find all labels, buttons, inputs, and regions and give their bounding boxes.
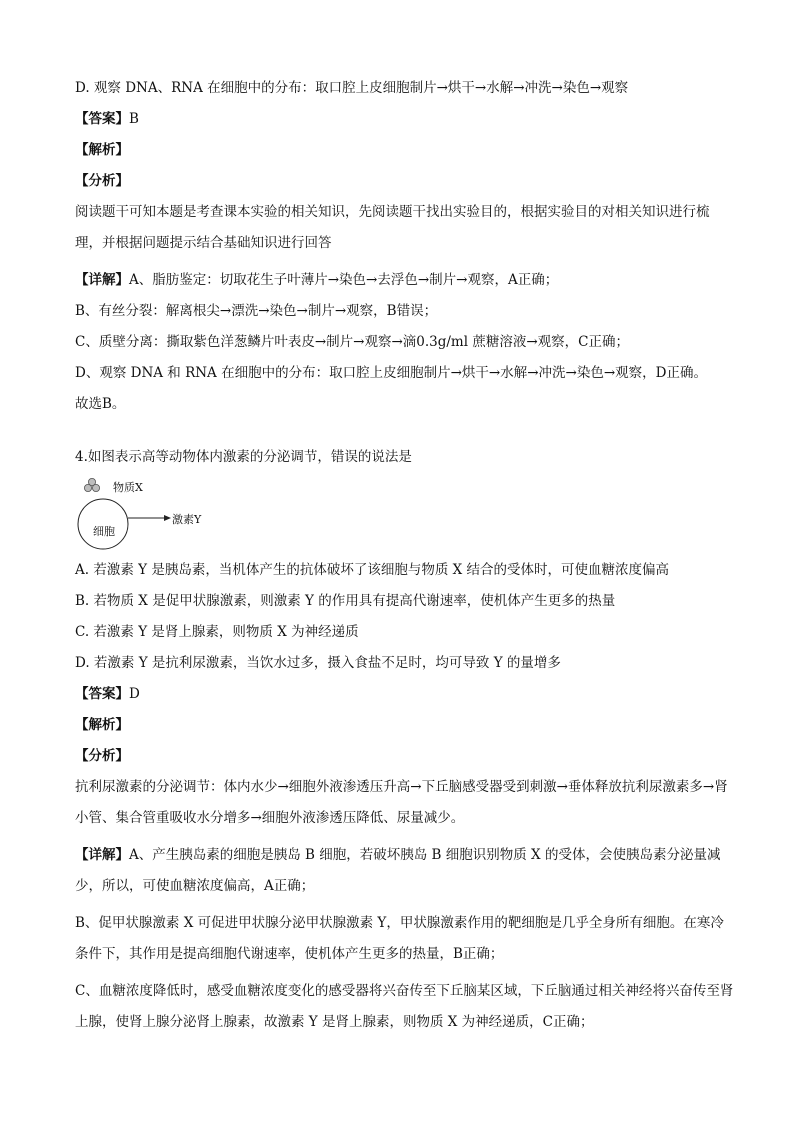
q4-detail-c: C、血糖浓度降低时，感受血糖浓度变化的感受器将兴奋传至下丘脑某区域，下丘脑通过相关神经将兴奋传至肾上腺，使肾上腺分泌肾上腺素，故激素 Y 是肾上腺素，则物质 X 为神经递质，C正确； bbox=[75, 983, 734, 1030]
q3-detail-b: B、有丝分裂：解离根尖→漂洗→染色→制片→观察，B错误； bbox=[75, 303, 438, 319]
arrow-head bbox=[164, 515, 171, 521]
q3-fenxi-text: 阅读题干可知本题是考查课本实验的相关知识，先阅读题干找出实验目的，根据实验目的对相关知识进行梳理，并根据问题提示结合基础知识进行回答 bbox=[75, 204, 710, 251]
q4-option-d: D. 若激素 Y 是抗利尿激素，当饮水过多，摄入食盐不足时，均可导致 Y 的量增多 bbox=[75, 655, 561, 671]
q4-answer bbox=[75, 684, 735, 704]
q3-detail-d: D、观察 DNA 和 RNA 在细胞中的分布：取口腔上皮细胞制片→烘干→水解→冲洗→染色→观察，D正确。 bbox=[75, 365, 707, 381]
q4-detail-a bbox=[75, 840, 735, 902]
q4-option-c: C. 若激素 Y 是肾上腺素，则物质 X 为神经递质 bbox=[75, 624, 359, 640]
q4-option-a: A. 若激素 Y 是胰岛素，当机体产生的抗体破坏了该细胞与物质 X 结合的受体时，可使血糖浓度偏高 bbox=[75, 562, 670, 578]
q4-stem: 4.如图表示高等动物体内激素的分泌调节，错误的说法是 bbox=[75, 449, 412, 465]
cell-label: 细胞 bbox=[93, 525, 115, 538]
detail-tag: 【详解】 bbox=[75, 272, 129, 288]
answer-tag: 【答案】 bbox=[75, 111, 129, 127]
q3-conclusion: 故选B。 bbox=[75, 396, 126, 412]
q4-detail-b: B、促甲状腺激素 X 可促进甲状腺分泌甲状腺激素 Y，甲状腺激素作用的靶细胞是几乎全身所有细胞。在寒冷条件下，其作用是提高细胞代谢速率，使机体产生更多的热量，B正确； bbox=[75, 915, 724, 962]
q4-fenxi-text: 抗利尿激素的分泌调节：体内水少→细胞外液渗透压升高→下丘脑感受器受到刺激→垂体释放抗利尿激素多→肾小管、集合管重吸收水分增多→细胞外液渗透压降低、尿量减少。 bbox=[75, 779, 728, 826]
hormone-diagram bbox=[75, 476, 275, 554]
q3-answer bbox=[75, 109, 735, 129]
q4-analysis-tag: 【解析】 bbox=[75, 717, 129, 733]
q3-detail-a bbox=[75, 270, 735, 290]
answer-value: B bbox=[129, 111, 139, 127]
substance-x-particle bbox=[84, 484, 91, 491]
detail-a-text: A、产生胰岛素的细胞是胰岛 B 细胞，若破坏胰岛 B 细胞识别物质 X 的受体，会使胰岛素分泌量减少，所以，可使血糖浓度偏高，A正确； bbox=[75, 847, 721, 894]
q3-analysis-tag: 【解析】 bbox=[75, 142, 129, 158]
q3-fenxi-tag: 【分析】 bbox=[75, 173, 129, 189]
q4-fenxi-tag: 【分析】 bbox=[75, 748, 129, 764]
detail-a-text: A、脂肪鉴定：切取花生子叶薄片→染色→去浮色→制片→观察，A正确； bbox=[129, 272, 559, 288]
hormone-y-label: 激素Y bbox=[172, 513, 202, 526]
answer-value: D bbox=[129, 686, 140, 702]
answer-tag: 【答案】 bbox=[75, 686, 129, 702]
substance-x-label: 物质X bbox=[113, 481, 143, 494]
detail-tag: 【详解】 bbox=[75, 847, 129, 863]
substance-x-particle bbox=[92, 484, 99, 491]
q4-option-b: B. 若物质 X 是促甲状腺激素，则激素 Y 的作用具有提高代谢速率，使机体产生更多的热量 bbox=[75, 593, 616, 609]
q3-option-d: D. 观察 DNA、RNA 在细胞中的分布：取口腔上皮细胞制片→烘干→水解→冲洗→染色→观察 bbox=[75, 80, 629, 96]
q3-detail-c: C、质壁分离：撕取紫色洋葱鳞片叶表皮→制片→观察→滴0.3g/ml 蔗糖溶液→观察，C正确； bbox=[75, 334, 629, 350]
document-page bbox=[75, 78, 735, 1049]
